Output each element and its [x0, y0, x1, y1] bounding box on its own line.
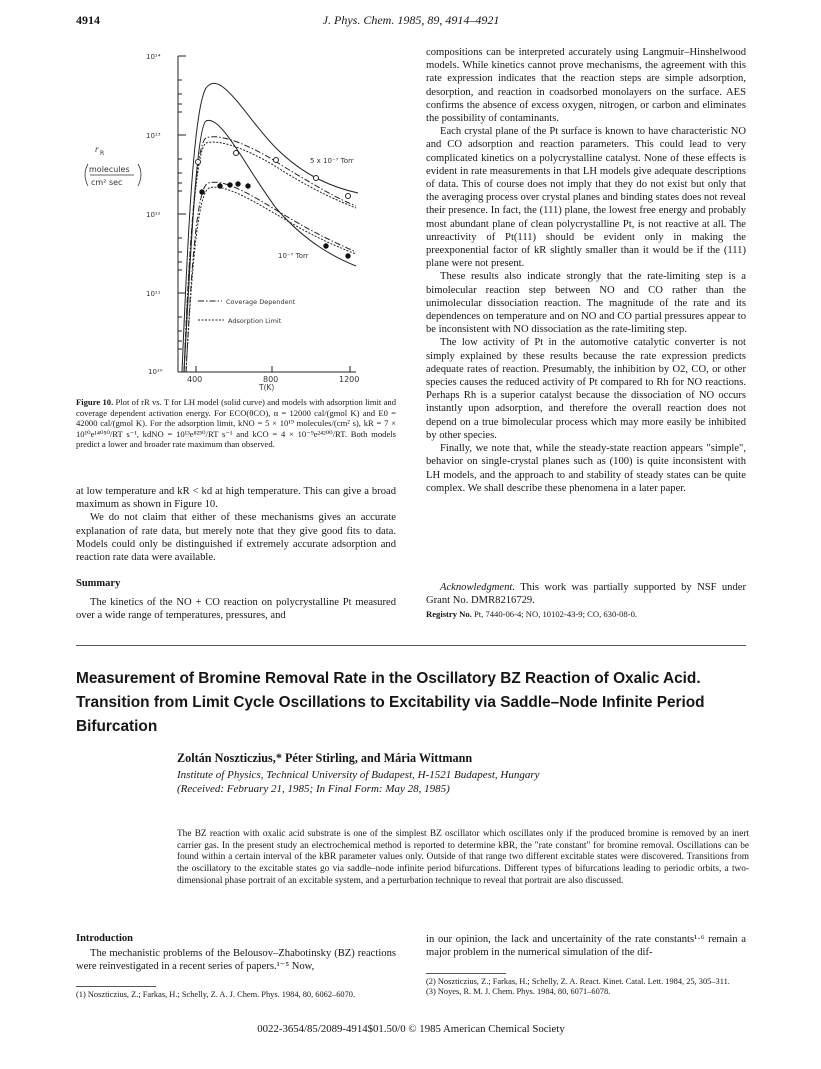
- annotation-low-pressure: 10⁻⁷ Torr: [278, 252, 309, 260]
- footnote-1: (1) Noszticzius, Z.; Farkas, H.; Schelly, Z. A. J. Chem. Phys. 1984, 80, 6062–6070.: [76, 990, 356, 999]
- paragraph: The kinetics of the NO + CO reaction on polycrystalline Pt measured over a wide range of temperatures, pressures, and: [76, 597, 396, 622]
- x-tick-label-400: 400: [187, 375, 203, 384]
- paragraph: at low temperature and kR < kd at high temperature. This can give a broad maximum as shown in Figure 10.: [76, 486, 396, 511]
- y-axis-units-den: cm² sec: [91, 178, 123, 187]
- y-ticks: [178, 56, 186, 372]
- paragraph: The low activity of Pt in the automotive catalytic converter is not simply explained by these results because the rate expression predicts adequate rates of reaction. Presumably, the inhibition by O2, CO, or other species causes the reduced activity of Pt compared to Rh for NO reactions. Perhaps Rh is a superior catalyst because the dissociation of NO occurs instantly upon adsorption, and therefore the overall reaction does not depend on a true bimolecular process which may more easily be inhibited by other species.: [426, 337, 746, 441]
- caption-text: Plot of rR vs. T for LH model (solid curve) and models with adsorption limit and coverage dependent activation energy. For ECO(θCO), α = 12000 cal/(gmol K) and E0 = 42000 cal/(gmol K). For the adsorption limit, kNO = 5 × 10¹⁹ molecules/(cm² s), kR = 7 × 10¹⁰e¹⁴⁰⁵⁰/RT s⁻¹, kdNO = 10¹³e⁸²⁵⁰/RT s⁻¹ and kCO = 4 × 10⁻⁹e²⁴²⁰⁰/RT. Both models predict a lower and broader rate maximum than observed.: [76, 397, 396, 450]
- y-tick-label-1e13: 10¹³: [146, 132, 161, 140]
- x-tick-label-1200: 1200: [339, 375, 360, 384]
- page-number: 4914: [76, 13, 100, 27]
- left-column-text: [76, 485, 396, 564]
- paragraph: Each crystal plane of the Pt surface is known to have characteristic NO and CO adsorption and reaction parameters. This could lead to very complicated kinetics on a polycrystalline catalyst. None of these effects is evident in rate measurements in that LH models give adequate descriptions of data. This of course does not imply that they do not exist but only that the averaging process over crystal planes and binding states does not reveal their presence. In fact, the (111) plane, the lowest free energy and probably most abundant plane of clean polycrystalline Pt, is not reactive at all. The unreactivity of Pt(111) should be evident only in making the preexponential factor of kR slightly smaller than it would be if the (111) plane were not present.: [426, 126, 746, 270]
- introduction-heading: Introduction: [76, 933, 133, 944]
- paragraph: in our opinion, the lack and uncertainity of the rate constants¹·⁶ remain a major problem in the numerical simulation of the dif-: [426, 934, 746, 959]
- article-title: Measurement of Bromine Removal Rate in the Oscillatory BZ Reaction of Oxalic Acid. Transition from Limit Cycle Oscillations to Excitability via Saddle–Node Infinite Period Bifurcation: [76, 670, 705, 735]
- y-axis-symbol: r: [95, 144, 99, 154]
- adsorption-curve-low: [186, 187, 356, 372]
- footnote-3: (3) Noyes, R. M. J. Chem. Phys. 1984, 80, 6071–6078.: [426, 987, 611, 997]
- x-tick-label-800: 800: [263, 375, 279, 384]
- introduction-left: [76, 947, 396, 973]
- summary-heading: Summary: [76, 578, 121, 589]
- introduction-right: [426, 933, 746, 959]
- paragraph: compositions can be interpreted accurately using Langmuir–Hinshelwood models. While kinetics cannot prove mechanisms, the agreement with this rate expression indicates that the reaction steps are simple adsorption, desorption, and reaction in coadsorbed monolayers on the surface. AES confirms the absence of excess oxygen, nitrogen, or carbon and eliminates the possibility of contaminants.: [426, 47, 746, 125]
- paragraph: Finally, we note that, while the steady-state reaction appears "simple", behavior on single-crystal planes such as (100) is quite inconsistent with LH models, and the approach to and stability of steady states can be quite complex. We shall describe these phenomena in a later paper.: [426, 443, 746, 494]
- coverage-curve-high: [184, 137, 356, 372]
- abstract: The BZ reaction with oxalic acid substrate is one of the simplest BZ oscillator which oscillates only if the produced bromine is removed by an inert carrier gas. In the present study an electrochemical method is reported to determine kBR, the "rate constant" for bromine removal. Oscillations can be found within a certain interval of the kBR parameter values only. Outside of that range two different excitable states were discovered. Transitions from the oscillatory to the excitable states go via saddle–node infinite period bifurcations. Different types of bifurcations leading to periodic orbits, a two-dimensional phase portrait of an excitable system, and a perturbation technique to reveal that portrait are also discussed.: [177, 829, 749, 886]
- footnotes-right: [426, 977, 746, 998]
- caption-label: Figure 10.: [76, 397, 114, 407]
- article-authors: Zoltán Noszticzius,* Péter Stirling, and Mária Wittmann: [177, 751, 473, 765]
- registry-text: Pt, 7440-06-4; NO, 10102-43-9; CO, 630-08-0.: [473, 609, 638, 619]
- y-tick-label-1e14: 10¹⁴: [146, 53, 161, 61]
- paragraph: These results also indicate strongly that the rate-limiting step is a bimolecular reaction step between NO and CO rather than the unimolecular dissociation reaction. The magnitude of the rate and its dependences on temperature and on NO and CO partial pressures appear to be inconsistent with NO dissociation as the rate-limiting step.: [426, 271, 746, 336]
- y-tick-label-1e11: 10¹¹: [146, 290, 161, 298]
- footnote-2: (2) Noszticzius, Z.; Farkas, H.; Schelly, Z. A. React. Kinet. Catal. Lett. 1984, 25, 305–311.: [426, 977, 730, 986]
- coverage-curve-low: [186, 182, 356, 372]
- registry-numbers: [426, 609, 746, 619]
- article-affiliation: [177, 768, 540, 796]
- journal-citation: J. Phys. Chem. 1985, 89, 4914–4921: [322, 13, 500, 27]
- running-header: [76, 13, 746, 29]
- affiliation-line: Institute of Physics, Technical University of Budapest, H-1521 Budapest, Hungary: [177, 769, 540, 781]
- y-axis-units-num: molecules: [89, 165, 130, 174]
- adsorption-curve-high: [184, 142, 356, 372]
- y-tick-label-1e10: 10¹⁰: [148, 368, 163, 376]
- summary-text: [76, 596, 396, 622]
- footnote-rule: [76, 986, 156, 987]
- acknowledgment: [426, 581, 746, 607]
- article-divider: [76, 645, 746, 646]
- high-pressure-curves: [182, 83, 358, 372]
- figure-10: [76, 48, 396, 393]
- right-column-text: [426, 46, 746, 495]
- legend-coverage-dependent: Coverage Dependent: [226, 298, 296, 306]
- ack-label: Acknowledgment.: [440, 582, 516, 593]
- registry-label: Registry No.: [426, 609, 472, 619]
- ack-text: This work was partially supported by NSF under Grant No. DMR8216729.: [426, 582, 746, 607]
- legend-adsorption-limit: Adsorption Limit: [228, 317, 282, 325]
- figure-caption: [76, 397, 396, 450]
- page-footer: 0022-3654/85/2089-4914$01.50/0 © 1985 American Chemical Society: [257, 1023, 565, 1035]
- y-axis-symbol-sub: R: [100, 150, 105, 157]
- annotation-high-pressure: 5 x 10⁻⁷ Torr: [310, 157, 354, 165]
- figure-10-plot: [76, 48, 396, 393]
- y-tick-label-1e12: 10¹²: [146, 211, 161, 219]
- received-dates: (Received: February 21, 1985; In Final Form: May 28, 1985): [177, 783, 450, 795]
- footnote-rule: [426, 973, 506, 974]
- paragraph: We do not claim that either of these mechanisms gives an accurate explanation of rate data, but merely note that they give good fits to data. Models could only be distinguished if extremely accurate adsorption and reaction rate data were available.: [76, 512, 396, 564]
- x-axis-label: T(K): [259, 383, 275, 392]
- paragraph: The mechanistic problems of the Belousov–Zhabotinsky (BZ) reactions were reinvestigated in a recent series of papers.¹⁻⁵ Now,: [76, 948, 396, 973]
- x-ticks: [196, 366, 350, 372]
- lh-curve-high: [182, 83, 358, 372]
